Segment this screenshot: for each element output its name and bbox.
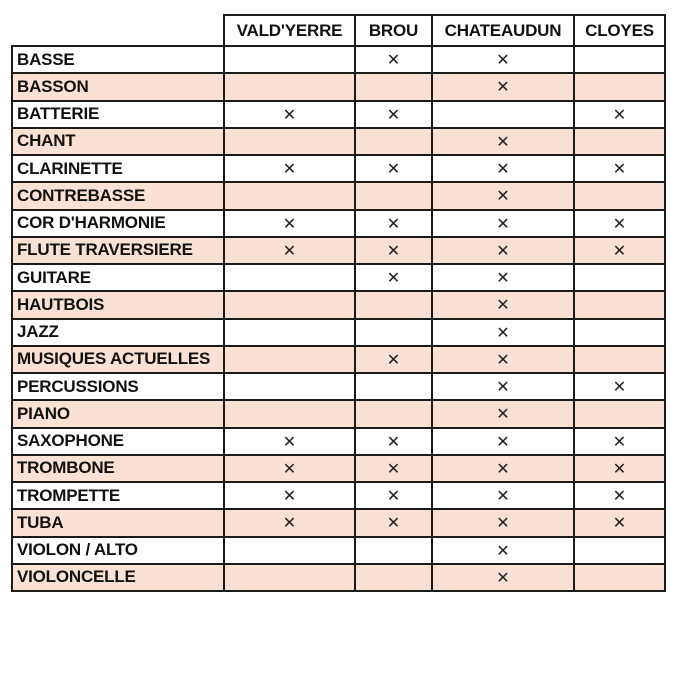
cross-mark-icon: ✕ bbox=[496, 458, 510, 478]
instrument-name-cell: CLARINETTE bbox=[12, 155, 224, 182]
instrument-name-cell: PIANO bbox=[12, 400, 224, 427]
cross-mark-icon: ✕ bbox=[612, 159, 627, 179]
column-header-valdyerre: VALD'YERRE bbox=[224, 15, 355, 46]
instrument-name-cell: BASSE bbox=[12, 46, 224, 73]
cell-valdyerre bbox=[224, 128, 355, 155]
cell-chateaudun bbox=[432, 455, 574, 482]
table-row bbox=[12, 101, 665, 128]
table-row bbox=[12, 455, 665, 482]
instrument-name-cell: VIOLON / ALTO bbox=[12, 537, 224, 564]
table-row bbox=[12, 564, 665, 591]
cell-brou bbox=[355, 73, 432, 100]
cross-mark-icon: ✕ bbox=[612, 458, 627, 478]
header-corner-cell bbox=[12, 15, 224, 46]
table-row bbox=[12, 264, 665, 291]
cell-chateaudun bbox=[432, 182, 574, 209]
cell-chateaudun bbox=[432, 264, 574, 291]
instrument-name-cell: BATTERIE bbox=[12, 101, 224, 128]
cell-cloyes bbox=[574, 101, 665, 128]
cross-mark-icon: ✕ bbox=[386, 240, 401, 260]
cell-chateaudun bbox=[432, 291, 574, 318]
instrument-name-cell: TROMBONE bbox=[12, 455, 224, 482]
cell-chateaudun bbox=[432, 509, 574, 536]
table-row bbox=[12, 509, 665, 536]
cross-mark-icon: ✕ bbox=[282, 104, 297, 124]
instrument-name-cell: HAUTBOIS bbox=[12, 291, 224, 318]
cross-mark-icon: ✕ bbox=[496, 567, 510, 587]
cell-valdyerre bbox=[224, 428, 355, 455]
instrument-name-cell: TUBA bbox=[12, 509, 224, 536]
instrument-name-cell: MUSIQUES ACTUELLES bbox=[12, 346, 224, 373]
cross-mark-icon: ✕ bbox=[612, 513, 627, 533]
cell-brou bbox=[355, 509, 432, 536]
table-row bbox=[12, 46, 665, 73]
cell-chateaudun bbox=[432, 346, 574, 373]
cell-valdyerre bbox=[224, 346, 355, 373]
cell-valdyerre bbox=[224, 509, 355, 536]
cell-cloyes bbox=[574, 128, 665, 155]
table-row bbox=[12, 346, 665, 373]
cross-mark-icon: ✕ bbox=[496, 377, 510, 397]
cell-chateaudun bbox=[432, 101, 574, 128]
cross-mark-icon: ✕ bbox=[612, 213, 627, 233]
cell-cloyes bbox=[574, 73, 665, 100]
instrument-name-cell: SAXOPHONE bbox=[12, 428, 224, 455]
cell-valdyerre bbox=[224, 264, 355, 291]
cell-chateaudun bbox=[432, 319, 574, 346]
cell-brou bbox=[355, 210, 432, 237]
cross-mark-icon: ✕ bbox=[612, 486, 627, 506]
instrument-availability-table-container bbox=[11, 14, 666, 592]
instrument-name-cell: PERCUSSIONS bbox=[12, 373, 224, 400]
table-row bbox=[12, 210, 665, 237]
cell-cloyes bbox=[574, 564, 665, 591]
cross-mark-icon: ✕ bbox=[612, 240, 627, 260]
cell-cloyes bbox=[574, 319, 665, 346]
instrument-name-cell: GUITARE bbox=[12, 264, 224, 291]
cell-cloyes bbox=[574, 400, 665, 427]
cross-mark-icon: ✕ bbox=[386, 268, 401, 288]
cell-chateaudun bbox=[432, 128, 574, 155]
cell-chateaudun bbox=[432, 46, 574, 73]
cell-valdyerre bbox=[224, 400, 355, 427]
table-row bbox=[12, 237, 665, 264]
table-row bbox=[12, 428, 665, 455]
cell-cloyes bbox=[574, 537, 665, 564]
cross-mark-icon: ✕ bbox=[282, 513, 297, 533]
cross-mark-icon: ✕ bbox=[496, 322, 510, 342]
table-row bbox=[12, 155, 665, 182]
cell-valdyerre bbox=[224, 210, 355, 237]
cell-chateaudun bbox=[432, 482, 574, 509]
cross-mark-icon: ✕ bbox=[496, 240, 510, 260]
cell-brou bbox=[355, 537, 432, 564]
cell-chateaudun bbox=[432, 210, 574, 237]
cell-cloyes bbox=[574, 291, 665, 318]
cell-cloyes bbox=[574, 264, 665, 291]
instrument-name-cell: TROMPETTE bbox=[12, 482, 224, 509]
cell-brou bbox=[355, 346, 432, 373]
cross-mark-icon: ✕ bbox=[386, 431, 401, 451]
instrument-name-cell: VIOLONCELLE bbox=[12, 564, 224, 591]
header-row bbox=[12, 15, 665, 46]
cell-chateaudun bbox=[432, 237, 574, 264]
instrument-name-cell: COR D'HARMONIE bbox=[12, 210, 224, 237]
cell-cloyes bbox=[574, 509, 665, 536]
cell-valdyerre bbox=[224, 537, 355, 564]
cross-mark-icon: ✕ bbox=[496, 349, 510, 369]
cell-valdyerre bbox=[224, 46, 355, 73]
cell-brou bbox=[355, 237, 432, 264]
cross-mark-icon: ✕ bbox=[496, 431, 510, 451]
cell-valdyerre bbox=[224, 182, 355, 209]
column-header-cloyes: CLOYES bbox=[574, 15, 665, 46]
cross-mark-icon: ✕ bbox=[282, 486, 297, 506]
cross-mark-icon: ✕ bbox=[496, 131, 510, 151]
cross-mark-icon: ✕ bbox=[282, 159, 297, 179]
cell-valdyerre bbox=[224, 319, 355, 346]
cell-brou bbox=[355, 455, 432, 482]
cross-mark-icon: ✕ bbox=[386, 458, 401, 478]
cross-mark-icon: ✕ bbox=[496, 295, 510, 315]
table-header bbox=[12, 15, 665, 46]
cell-valdyerre bbox=[224, 373, 355, 400]
cross-mark-icon: ✕ bbox=[386, 104, 401, 124]
cell-cloyes bbox=[574, 455, 665, 482]
cell-chateaudun bbox=[432, 373, 574, 400]
cell-cloyes bbox=[574, 373, 665, 400]
cross-mark-icon: ✕ bbox=[496, 77, 510, 97]
cell-brou bbox=[355, 101, 432, 128]
cell-chateaudun bbox=[432, 428, 574, 455]
cell-valdyerre bbox=[224, 455, 355, 482]
instrument-availability-table bbox=[11, 14, 666, 592]
cross-mark-icon: ✕ bbox=[496, 268, 510, 288]
cell-brou bbox=[355, 400, 432, 427]
table-row bbox=[12, 128, 665, 155]
cross-mark-icon: ✕ bbox=[496, 213, 510, 233]
cross-mark-icon: ✕ bbox=[496, 486, 510, 506]
cell-brou bbox=[355, 482, 432, 509]
cell-valdyerre bbox=[224, 237, 355, 264]
cell-chateaudun bbox=[432, 564, 574, 591]
cell-cloyes bbox=[574, 482, 665, 509]
cross-mark-icon: ✕ bbox=[496, 50, 510, 70]
cross-mark-icon: ✕ bbox=[496, 159, 510, 179]
table-row bbox=[12, 537, 665, 564]
table-row bbox=[12, 182, 665, 209]
cross-mark-icon: ✕ bbox=[386, 513, 401, 533]
cell-valdyerre bbox=[224, 101, 355, 128]
cross-mark-icon: ✕ bbox=[612, 431, 627, 451]
cross-mark-icon: ✕ bbox=[386, 159, 401, 179]
table-row bbox=[12, 400, 665, 427]
instrument-name-cell: BASSON bbox=[12, 73, 224, 100]
cell-cloyes bbox=[574, 428, 665, 455]
table-row bbox=[12, 73, 665, 100]
cell-brou bbox=[355, 155, 432, 182]
column-header-brou: BROU bbox=[355, 15, 432, 46]
cross-mark-icon: ✕ bbox=[282, 458, 297, 478]
cell-brou bbox=[355, 264, 432, 291]
cross-mark-icon: ✕ bbox=[386, 213, 401, 233]
cell-cloyes bbox=[574, 46, 665, 73]
cross-mark-icon: ✕ bbox=[282, 431, 297, 451]
cell-brou bbox=[355, 128, 432, 155]
instrument-name-cell: CONTREBASSE bbox=[12, 182, 224, 209]
cross-mark-icon: ✕ bbox=[386, 349, 401, 369]
cross-mark-icon: ✕ bbox=[496, 540, 510, 560]
cell-cloyes bbox=[574, 182, 665, 209]
instrument-name-cell: FLUTE TRAVERSIERE bbox=[12, 237, 224, 264]
cell-brou bbox=[355, 319, 432, 346]
cross-mark-icon: ✕ bbox=[612, 104, 627, 124]
cell-brou bbox=[355, 428, 432, 455]
table-body bbox=[12, 46, 665, 591]
cell-cloyes bbox=[574, 346, 665, 373]
cell-chateaudun bbox=[432, 155, 574, 182]
table-row bbox=[12, 373, 665, 400]
cross-mark-icon: ✕ bbox=[496, 513, 510, 533]
cross-mark-icon: ✕ bbox=[496, 186, 510, 206]
cross-mark-icon: ✕ bbox=[386, 50, 401, 70]
cell-valdyerre bbox=[224, 291, 355, 318]
cross-mark-icon: ✕ bbox=[282, 213, 297, 233]
cross-mark-icon: ✕ bbox=[386, 486, 401, 506]
cell-valdyerre bbox=[224, 155, 355, 182]
cross-mark-icon: ✕ bbox=[282, 240, 297, 260]
cell-valdyerre bbox=[224, 564, 355, 591]
cell-cloyes bbox=[574, 210, 665, 237]
table-row bbox=[12, 319, 665, 346]
column-header-chateaudun: CHATEAUDUN bbox=[432, 15, 574, 46]
instrument-name-cell: CHANT bbox=[12, 128, 224, 155]
cell-chateaudun bbox=[432, 73, 574, 100]
cell-brou bbox=[355, 373, 432, 400]
cross-mark-icon: ✕ bbox=[612, 377, 627, 397]
cell-brou bbox=[355, 291, 432, 318]
instrument-name-cell: JAZZ bbox=[12, 319, 224, 346]
cell-brou bbox=[355, 46, 432, 73]
cell-chateaudun bbox=[432, 400, 574, 427]
table-row bbox=[12, 482, 665, 509]
cell-brou bbox=[355, 182, 432, 209]
cell-valdyerre bbox=[224, 73, 355, 100]
cell-chateaudun bbox=[432, 537, 574, 564]
cell-valdyerre bbox=[224, 482, 355, 509]
cell-cloyes bbox=[574, 237, 665, 264]
cell-brou bbox=[355, 564, 432, 591]
cell-cloyes bbox=[574, 155, 665, 182]
table-row bbox=[12, 291, 665, 318]
cross-mark-icon: ✕ bbox=[496, 404, 510, 424]
